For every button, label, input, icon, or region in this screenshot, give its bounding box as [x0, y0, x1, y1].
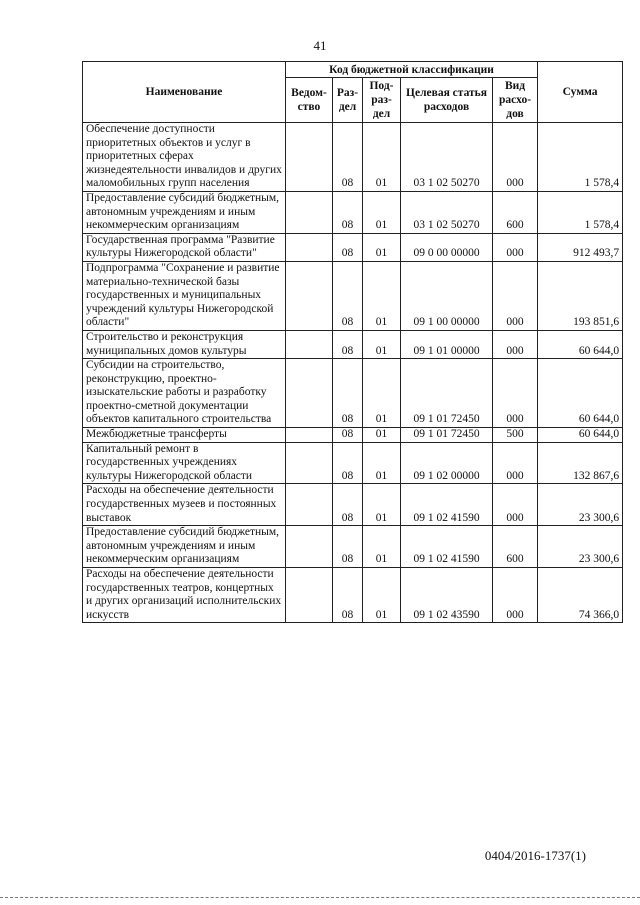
row-target-article: 03 1 02 50270: [401, 123, 493, 192]
table-row: [83, 359, 623, 428]
row-razdel: 08: [333, 330, 363, 358]
row-expense-type: 600: [493, 191, 538, 233]
row-vedomstvo: [286, 442, 333, 484]
table-header: [83, 62, 623, 123]
row-vedomstvo: [286, 568, 333, 623]
row-vedomstvo: [286, 233, 333, 261]
table-row: [83, 261, 623, 330]
document-code: 0404/2016-1737(1): [484, 848, 586, 863]
budget-table: [82, 61, 623, 623]
row-vedomstvo: [286, 428, 333, 443]
row-sum: 193 851,6: [538, 261, 623, 330]
row-vedomstvo: [286, 359, 333, 428]
row-podrazdel: 01: [363, 330, 401, 358]
row-name: Расходы на обеспечение деятельности государственных театров, концертных и других организаций исполнительских искусств: [83, 568, 286, 623]
row-razdel: 08: [333, 123, 363, 192]
table-row: [83, 568, 623, 623]
table-body: [83, 123, 623, 623]
row-target-article: 09 1 02 43590: [401, 568, 493, 623]
row-sum: 1 578,4: [538, 191, 623, 233]
row-target-article: 09 0 00 00000: [401, 233, 493, 261]
table-row: [83, 123, 623, 192]
row-expense-type: 600: [493, 526, 538, 568]
row-name: Обеспечение доступности приоритетных объектов и услуг в приоритетных сферах жизнедеятельности инвалидов и других маломобильных групп населения: [83, 123, 286, 192]
row-name: Капитальный ремонт в государственных учреждениях культуры Нижегородской области: [83, 442, 286, 484]
row-name: Строительство и реконструкция муниципальных домов культуры: [83, 330, 286, 358]
row-expense-type: 500: [493, 428, 538, 443]
row-expense-type: 000: [493, 568, 538, 623]
row-target-article: 09 1 02 41590: [401, 484, 493, 526]
row-vedomstvo: [286, 526, 333, 568]
table-row: [83, 191, 623, 233]
row-name: Подпрограмма "Сохранение и развитие материально-технической базы государственных и муниципальных учреждений культуры Нижегородской области": [83, 261, 286, 330]
row-razdel: 08: [333, 359, 363, 428]
row-target-article: 09 1 02 41590: [401, 526, 493, 568]
row-vedomstvo: [286, 123, 333, 192]
row-vedomstvo: [286, 191, 333, 233]
row-sum: 74 366,0: [538, 568, 623, 623]
row-name: Расходы на обеспечение деятельности государственных музеев и постоянных выставок: [83, 484, 286, 526]
row-podrazdel: 01: [363, 484, 401, 526]
row-podrazdel: 01: [363, 359, 401, 428]
row-expense-type: 000: [493, 261, 538, 330]
row-vedomstvo: [286, 261, 333, 330]
page-number: 41: [313, 38, 327, 53]
row-sum: 132 867,6: [538, 442, 623, 484]
table-row: [83, 330, 623, 358]
row-podrazdel: 01: [363, 428, 401, 443]
table-row: [83, 233, 623, 261]
row-expense-type: 000: [493, 123, 538, 192]
header-name: Наименование: [83, 62, 286, 123]
row-razdel: 08: [333, 191, 363, 233]
row-target-article: 09 1 01 72450: [401, 359, 493, 428]
row-sum: 23 300,6: [538, 526, 623, 568]
row-razdel: 08: [333, 428, 363, 443]
row-sum: 60 644,0: [538, 359, 623, 428]
header-razdel: Раз-дел: [333, 78, 363, 123]
row-podrazdel: 01: [363, 442, 401, 484]
scan-edge-line: [0, 897, 640, 898]
header-target-article: Целевая статья расходов: [401, 78, 493, 123]
row-expense-type: 000: [493, 233, 538, 261]
row-target-article: 09 1 00 00000: [401, 261, 493, 330]
row-name: Государственная программа "Развитие культуры Нижегородской области": [83, 233, 286, 261]
row-target-article: 09 1 02 00000: [401, 442, 493, 484]
row-razdel: 08: [333, 526, 363, 568]
row-sum: 912 493,7: [538, 233, 623, 261]
table-row: [83, 428, 623, 443]
row-razdel: 08: [333, 484, 363, 526]
row-name: Субсидии на строительство, реконструкцию, проектно-изыскательские работы и разработку проектно-сметной документации объектов капитального строительства: [83, 359, 286, 428]
row-target-article: 09 1 01 72450: [401, 428, 493, 443]
row-vedomstvo: [286, 484, 333, 526]
row-podrazdel: 01: [363, 233, 401, 261]
row-expense-type: 000: [493, 359, 538, 428]
row-expense-type: 000: [493, 484, 538, 526]
row-name: Предоставление субсидий бюджетным, автономным учреждениям и иным некоммерческим организациям: [83, 526, 286, 568]
row-name: Межбюджетные трансферты: [83, 428, 286, 443]
row-podrazdel: 01: [363, 123, 401, 192]
row-target-article: 09 1 01 00000: [401, 330, 493, 358]
header-classification-code: Код бюджетной классификации: [286, 62, 538, 78]
row-sum: 60 644,0: [538, 330, 623, 358]
row-razdel: 08: [333, 442, 363, 484]
row-target-article: 03 1 02 50270: [401, 191, 493, 233]
row-podrazdel: 01: [363, 191, 401, 233]
row-vedomstvo: [286, 330, 333, 358]
row-expense-type: 000: [493, 442, 538, 484]
header-sum: Сумма: [538, 62, 623, 123]
row-razdel: 08: [333, 233, 363, 261]
header-expense-type: Вид расхо-дов: [493, 78, 538, 123]
row-razdel: 08: [333, 568, 363, 623]
row-podrazdel: 01: [363, 526, 401, 568]
table-row: [83, 484, 623, 526]
row-name: Предоставление субсидий бюджетным, автономным учреждениям и иным некоммерческим организациям: [83, 191, 286, 233]
row-podrazdel: 01: [363, 261, 401, 330]
header-podrazdel: Под-раз-дел: [363, 78, 401, 123]
row-sum: 23 300,6: [538, 484, 623, 526]
row-razdel: 08: [333, 261, 363, 330]
row-podrazdel: 01: [363, 568, 401, 623]
row-sum: 60 644,0: [538, 428, 623, 443]
table-row: [83, 526, 623, 568]
row-sum: 1 578,4: [538, 123, 623, 192]
header-vedomstvo: Ведом-ство: [286, 78, 333, 123]
row-expense-type: 000: [493, 330, 538, 358]
table-row: [83, 442, 623, 484]
